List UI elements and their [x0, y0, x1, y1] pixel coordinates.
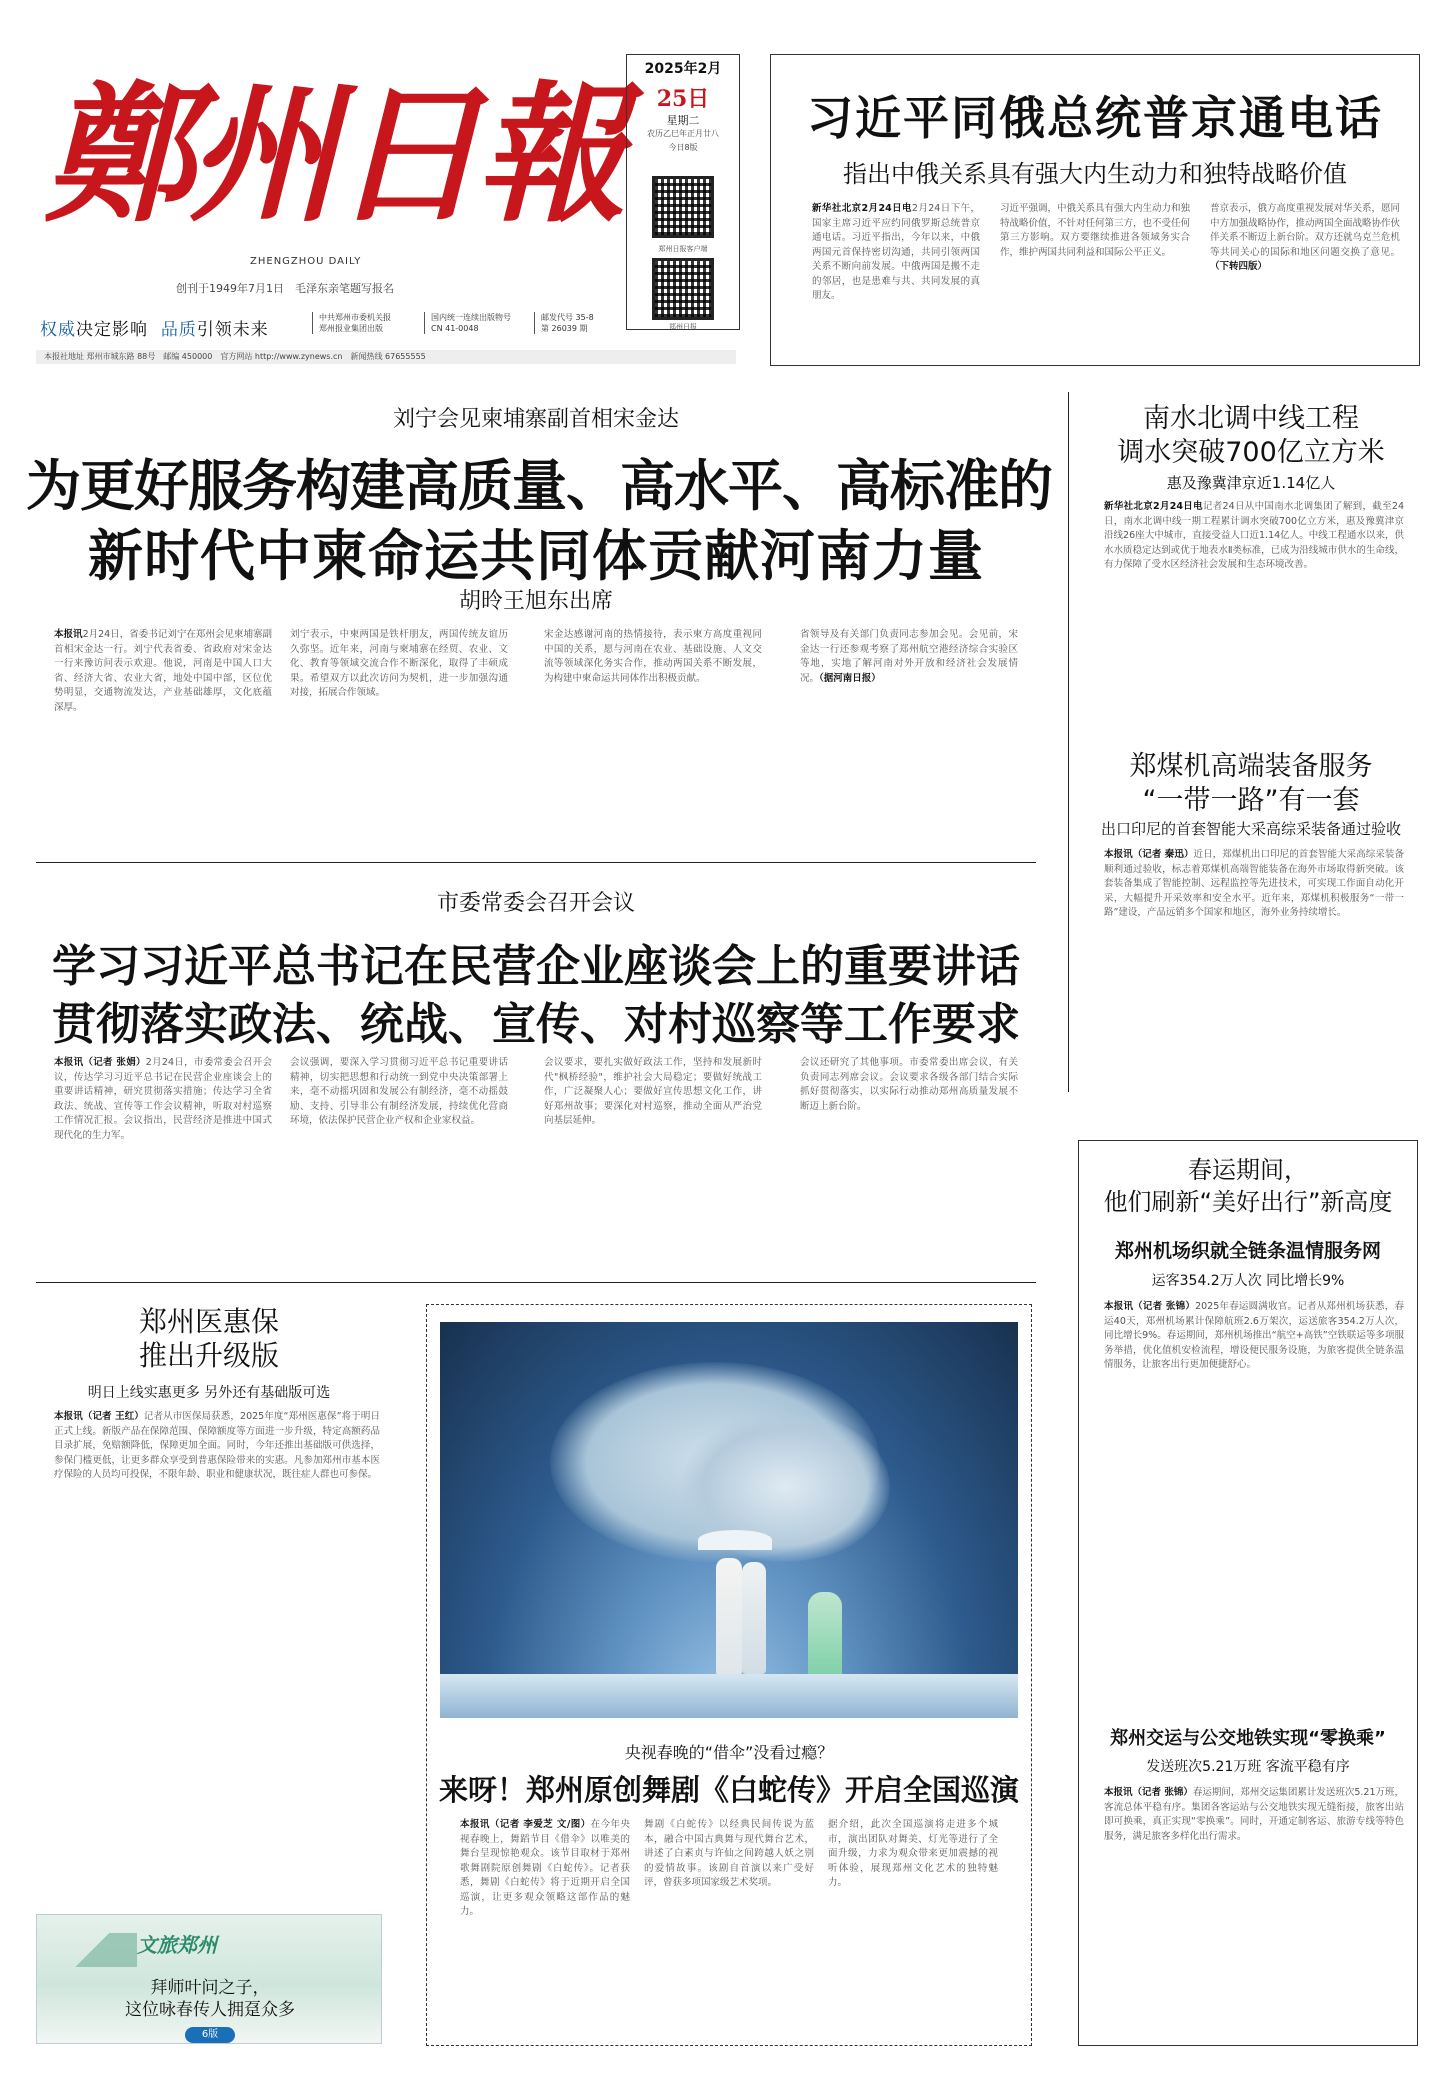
travel-sub2-body — [1104, 1786, 1404, 2036]
promo-banner[interactable] — [36, 1914, 382, 2044]
committee-headline-line2[interactable]: 贯彻落实政法、统战、宣传、对村巡察等工作要求 — [52, 999, 1020, 1050]
cn-number: 国内统一连续出版物号 CN 41-0048 — [424, 312, 534, 334]
top-story-col3-text: 普京表示，俄方高度重视发展对华关系，愿同中方加强战略协作，推动两国全面战略协作伙伴关系不断迈上新台阶。双方还就乌克兰危机等共同关心的国际和地区问题交换了意见。 — [1210, 203, 1400, 258]
lead-col4-text: 省领导及有关部门负责同志参加会见。会见前，宋金达一行还参观考察了郑州航空港经济综合实验区等地，实地了解河南对外开放和经济社会发展情况。 — [800, 629, 1018, 684]
stage-floor — [440, 1674, 1018, 1718]
lead-col2: 刘宁表示，中柬两国是铁杆朋友，两国传统友谊历久弥坚。近年来，河南与柬埔寨在经贸、农业、文化、教育等领域交流合作不断深化，取得了丰硕成果。希望双方以此次访问为契机，进一步加强沟通对接，拓展合作领域。 — [290, 629, 508, 698]
lead-headline-line1[interactable]: 为更好服务构建高质量、高水平、高标准的 — [26, 454, 1053, 518]
committee-byline: 本报讯（记者 张娟） — [54, 1057, 146, 1068]
top-story-col1-text: 2月24日下午，国家主席习近平应约同俄罗斯总统普京通电话。习近平指出，今年以来，中俄两国元首保持密切沟通，共同引领两国关系不断向前发展。中俄两国是搬不走的邻居，也是患难与共、共同发展的真朋友。 — [812, 203, 980, 301]
insurance-byline: 本报讯（记者 王红） — [54, 1411, 144, 1422]
lead-headline-line2[interactable]: 新时代中柬命运共同体贡献河南力量 — [87, 524, 984, 588]
top-story-dateline: 新华社北京2月24日电 — [812, 203, 912, 214]
travel-headline-line1[interactable]: 春运期间， — [1188, 1156, 1308, 1184]
insurance-headline-line1[interactable]: 郑州医惠保 — [138, 1305, 279, 1338]
insurance-body — [54, 1410, 380, 1880]
committee-kicker: 市委常委会召开会议 — [436, 891, 635, 916]
committee-col1-text: 2月24日，市委常委会召开会议，传达学习习近平总书记在民营企业座谈会上的重要讲话精神，研究贯彻落实措施；传达学习全省政法、统战、宣传等工作会议精神，听取对村巡察工作情况汇报。会议指出，民营经济是推进中国式现代化的生力军。 — [54, 1057, 272, 1141]
slogan-part: 决定影响 — [76, 320, 148, 340]
water-headline-line1[interactable]: 南水北调中线工程 — [1143, 403, 1359, 434]
publisher-info: 中共郑州市委机关报 郑州报业集团出版 — [312, 312, 422, 334]
lead-col4 — [800, 628, 1018, 848]
committee-col1 — [54, 1056, 272, 1256]
coal-body-text: 近日，郑煤机出口印尼的首套智能大采高综采装备顺利通过验收，标志着郑煤机高端智能装备在海外市场取得新突破。该套装备集成了智能控制、远程监控等先进技术，可实现工作面自动化开采，大幅提升开采效率和安全水平。近年来，郑煤机积极服务“一带一路”建设，产品远销多个国家和地区，海外业务持续增长。 — [1104, 849, 1404, 918]
top-story-col1 — [812, 202, 980, 352]
info-bar: 本报社地址 郑州市城东路 88号 邮编 450000 官方网站 http://www.zynews.cn 新闻热线 67655555 — [36, 350, 736, 364]
dance-col1 — [460, 1818, 630, 2028]
coal-subhead: 出口印尼的首套智能大采高综采装备通过验收 — [1100, 820, 1401, 838]
divider — [36, 1282, 1036, 1283]
qr-code-icon[interactable] — [652, 258, 714, 320]
umbrella-icon — [698, 1530, 772, 1550]
travel-sub1-title[interactable]: 郑州机场织就全链条温情服务网 — [1114, 1240, 1381, 1262]
date-year-month: 2025年2月 — [644, 61, 722, 77]
banner-title: 拜师叶问之子， 这位咏春传人拥趸众多 — [125, 1978, 295, 2020]
top-story-col3 — [1210, 202, 1400, 352]
travel-sub1-subhead: 运客354.2万人次 同比增长9% — [1151, 1273, 1345, 1289]
top-story-headline[interactable]: 习近平同俄总统普京通电话 — [807, 91, 1383, 145]
masthead-pinyin: ZHENGZHOU DAILY — [250, 256, 362, 267]
slogan-part: 引领未来 — [196, 320, 269, 340]
lunar-date: 农历乙巳年正月廿八 — [647, 129, 719, 138]
dance-byline: 本报讯（记者 李爱芝 文/图） — [460, 1819, 591, 1830]
water-headline-line2[interactable]: 调水突破700亿立方米 — [1117, 437, 1385, 468]
travel-headline-line2[interactable]: 他们刷新“美好出行”新高度 — [1103, 1188, 1393, 1216]
postal-code: 邮发代号 35-8 第 26039 期 — [534, 312, 626, 334]
date-day: 25日 — [656, 86, 710, 112]
dancer-figure-icon — [716, 1558, 742, 1676]
coal-headline-line1[interactable]: 郑煤机高端装备服务 — [1129, 751, 1373, 782]
dance-col1-text: 在今年央视春晚上，舞蹈节目《借伞》以唯美的舞台呈现惊艳观众。该节目取材于郑州歌舞剧院原创舞剧《白蛇传》。记者获悉，舞剧《白蛇传》将于近期开启全国巡演，让更多观众领略这部作品的魅力。 — [460, 1819, 630, 1917]
qr1-caption: 郑州日报客户端 — [658, 245, 708, 253]
slogan-part: 权威 — [40, 320, 76, 340]
lead-col3: 宋金达感谢河南的热情接待，表示柬方高度重视同中国的关系，愿与河南在农业、基础设施、人文交流等领域深化务实合作，推动两国关系不断发展，为构建中柬命运共同体作出积极贡献。 — [544, 629, 762, 684]
insurance-body-text: 记者从市医保局获悉，2025年度“郑州医惠保”将于明日正式上线。新版产品在保障范围、保障额度等方面进一步升级，特定高额药品目录扩展，免赔额降低，保障更加全面。同时，今年还推出基础版可供选择，参保门槛更低，让更多群众享受到普惠保险带来的实惠。凡参加郑州市基本医疗保险的人员均可投保，不限年龄、职业和健康状况，既往症人群也可参保。 — [54, 1411, 380, 1480]
masthead-title: 鄭州日報 — [44, 67, 621, 243]
continued-link[interactable]: （下转四版） — [1210, 261, 1268, 272]
dancer-figure-icon — [808, 1592, 842, 1682]
lead-col1 — [54, 628, 272, 848]
water-subhead: 惠及豫冀津京近1.14亿人 — [1166, 474, 1336, 492]
travel-sub1-text: 2025年春运圆满收官。记者从郑州机场获悉，春运40天，郑州机场累计保障航班2.6万架次，运送旅客354.2万人次，同比增长9%。春运期间，郑州机场推出“航空+高铁”空铁联运等多项服务举措，优化值机安检流程，增设便民服务设施，为旅客提供全链条温情服务，让旅客出行更加便捷舒心。 — [1104, 1301, 1404, 1370]
water-dateline: 新华社北京2月24日电 — [1104, 501, 1203, 512]
mountain-illustration-icon — [47, 1933, 137, 1967]
qr-code-icon[interactable] — [652, 176, 714, 238]
dance-photo[interactable] — [440, 1322, 1018, 1718]
committee-col4: 会议还研究了其他事项。市委常委出席会议，有关负责同志列席会议。会议要求各级各部门结合实际抓好贯彻落实，以实际行动推动郑州高质量发展不断迈上新台阶。 — [800, 1057, 1018, 1112]
masthead-slogan — [40, 315, 269, 340]
dance-headline[interactable]: 来呀！郑州原创舞剧《白蛇传》开启全国巡演 — [438, 1773, 1019, 1807]
masthead-founded: 创刊于1949年7月1日 毛泽东亲笔题写报名 — [176, 282, 394, 295]
banner-page-badge[interactable]: 6版 — [185, 2027, 235, 2043]
lead-byline: 本报讯 — [54, 629, 83, 640]
insurance-subhead: 明日上线实惠更多 另外还有基础版可选 — [87, 1385, 331, 1401]
water-body — [1104, 500, 1404, 710]
page-count: 今日8版 — [668, 143, 698, 152]
column-divider — [1068, 392, 1069, 1092]
travel-sub2-subhead: 发送班次5.21万班 客流平稳有序 — [1146, 1759, 1350, 1775]
lead-source: （据河南日报） — [819, 672, 881, 684]
travel-sub1-byline: 本报讯（记者 张锦） — [1104, 1301, 1196, 1312]
coal-body — [1104, 848, 1404, 1098]
committee-col3: 会议要求，要扎实做好政法工作，坚持和发展新时代"枫桥经验"，维护社会大局稳定；要做好统战工作，广泛凝聚人心；要做好宣传思想文化工作，讲好郑州故事；要深化对村巡察，推动全面从严治党向基层延伸。 — [544, 1057, 762, 1126]
lead-kicker: 刘宁会见柬埔寨副首相宋金达 — [392, 407, 679, 432]
dance-col2: 舞剧《白蛇传》以经典民间传说为蓝本，融合中国古典舞与现代舞台艺术，讲述了白素贞与许仙之间跨越人妖之别的爱情故事。该剧自首演以来广受好评，曾获多项国家级艺术奖项。 — [644, 1819, 814, 1888]
dance-col3: 据介绍，此次全国巡演将走进多个城市，演出团队对舞美、灯光等进行了全面升级，力求为观众带来更加震撼的视听体验，展现郑州文化艺术的独特魅力。 — [828, 1819, 998, 1888]
travel-sub2-title[interactable]: 郑州交运与公交地铁实现“零换乘” — [1110, 1728, 1386, 1749]
dance-kicker: 央视春晚的“借伞”没看过瘾？ — [624, 1743, 834, 1762]
top-story-subhead: 指出中俄关系具有强大内生动力和独特战略价值 — [843, 160, 1347, 188]
lead-subhead: 胡昤王旭东出席 — [458, 589, 613, 614]
insurance-headline-line2[interactable]: 推出升级版 — [138, 1339, 279, 1372]
weekday: 星期二 — [666, 114, 700, 127]
qr2-caption: 郑州日报 — [669, 323, 697, 331]
committee-col2: 会议强调，要深入学习贯彻习近平总书记重要讲话精神，切实把思想和行动统一到党中央决策部署上来，毫不动摇巩固和发展公有制经济，毫不动摇鼓励、支持、引导非公有制经济发展，持续优化营商环境，依法保护民营企业产权和企业家权益。 — [290, 1057, 508, 1126]
divider — [36, 862, 1036, 863]
coal-headline-line2[interactable]: “一带一路”有一套 — [1142, 785, 1360, 816]
dancer-figure-icon — [742, 1562, 766, 1674]
lead-col1-text: 2月24日，省委书记刘宁在郑州会见柬埔寨副首相宋金达一行。刘宁代表省委、省政府对宋金达一行来豫访问表示欢迎。他说，河南是中国人口大省、经济大省、农业大省，地处中国中部，区位优势明显，交通物流发达，产业基础雄厚，文化底蕴深厚。 — [54, 629, 272, 713]
committee-headline-line1[interactable]: 学习习近平总书记在民营企业座谈会上的重要讲话 — [52, 941, 1020, 992]
top-story-col2: 习近平强调，中俄关系具有强大内生动力和独特战略价值，不针对任何第三方，也不受任何第三方影响。双方要继续推进各领域务实合作，维护两国共同利益和国际公平正义。 — [1000, 203, 1190, 258]
banner-tag: 文旅郑州 — [137, 1933, 217, 1957]
travel-sub2-byline: 本报讯（记者 张锦） — [1104, 1787, 1193, 1798]
travel-sub2-text: 春运期间，郑州交运集团累计发送班次5.21万班，客流总体平稳有序。集团各客运站与公交地铁实现无缝衔接，旅客出站即可换乘，真正实现“零换乘”。同时，开通定制客运、旅游专线等特色服务，满足旅客多样化出行需求。 — [1104, 1787, 1404, 1842]
coal-byline: 本报讯（记者 秦迅） — [1104, 849, 1194, 860]
water-body-text: 记者24日从中国南水北调集团了解到，截至24日，南水北调中线一期工程累计调水突破700亿立方米，惠及豫冀津京沿线26座大中城市，直接受益人口近1.14亿人。中线工程通水以来，供水水质稳定达到或优于地表水Ⅱ类标准，已成为沿线城市供水的生命线，有力保障了受水区经济社会发展和生态环境改善。 — [1104, 501, 1404, 570]
slogan-part: 品质 — [160, 320, 197, 340]
travel-sub1-body — [1104, 1300, 1404, 1700]
